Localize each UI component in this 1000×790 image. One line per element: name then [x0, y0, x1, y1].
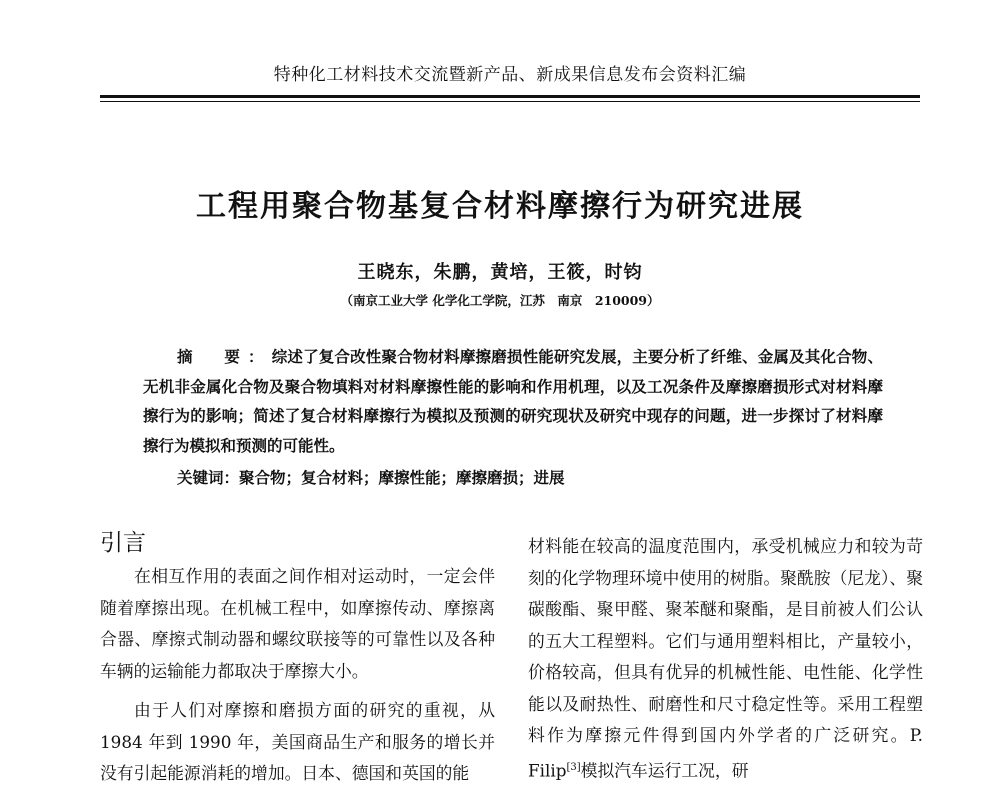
right-text-after-ref: 模拟汽车运行工况，研	[580, 760, 749, 781]
author-list: 王晓东，朱鹏，黄培，王筱，时钧	[357, 262, 643, 283]
keywords-text: 聚合物；复合材料；摩擦性能；摩擦磨损；进展	[239, 468, 565, 487]
abstract	[143, 342, 883, 460]
affiliation: （南京工业大学 化学化工学院，江苏 南京 210009）	[340, 293, 660, 308]
keywords-label: 关键词：	[177, 468, 240, 487]
citation-ref: [3]	[566, 761, 581, 773]
intro-paragraph-2: 由于人们对摩擦和磨损方面的研究的重视，从1984 年到 1990 年，美国商品生产和服务的增长并没有引起能源消耗的增加。日本、德国和英国的能	[100, 700, 495, 783]
paper-title: 工程用聚合物基复合材料摩擦行为研究进展	[196, 189, 804, 224]
header-rule-thick	[100, 95, 920, 98]
abstract-text: 综述了复合改性聚合物材料摩擦磨损性能研究发展，主要分析了纤维、金属及其化合物、无机非金属化合物及聚合物填料对材料摩擦性能的影响和作用机理，以及工况条件及摩擦磨损形式对材料摩擦行为的影响；简述了复合材料摩擦行为模拟及预测的研究现状及研究中现存的问题，进一步探讨了材料摩擦行为模拟和预测的可能性。	[143, 347, 883, 455]
intro-paragraph-1: 在相互作用的表面之间作相对运动时，一定会伴随着摩擦出现。在机械工程中，如摩擦传动、摩擦离合器、摩擦式制动器和螺纹联接等的可靠性以及各种车辆的运输能力都取决于摩擦大小。	[100, 566, 495, 681]
section-heading-intro: 引言	[100, 530, 146, 556]
right-text-before-ref: 材料能在较高的温度范围内，承受机械应力和较为苛刻的化学物理环境中使用的树脂。聚酰胺（尼龙）、聚碳酸酯、聚甲醛、聚苯醚和聚酯，是目前被人们公认的五大工程塑料。它们与通用塑料相比，产量较小，价格较高，但具有优异的机械性能、电性能、化学性能以及耐热性、耐磨性和尺寸稳定性等。采用工程塑料作为摩擦元件得到国内外学者的广泛研究。P. Filip	[528, 536, 923, 781]
left-column	[100, 527, 495, 790]
abstract-label: 摘 要：	[177, 347, 272, 366]
keywords	[177, 463, 877, 492]
right-column-paragraph	[528, 531, 923, 787]
running-header: 特种化工材料技术交流暨新产品、新成果信息发布会资料汇编	[273, 65, 747, 85]
right-column	[528, 531, 923, 787]
header-rule-thin	[100, 101, 920, 102]
